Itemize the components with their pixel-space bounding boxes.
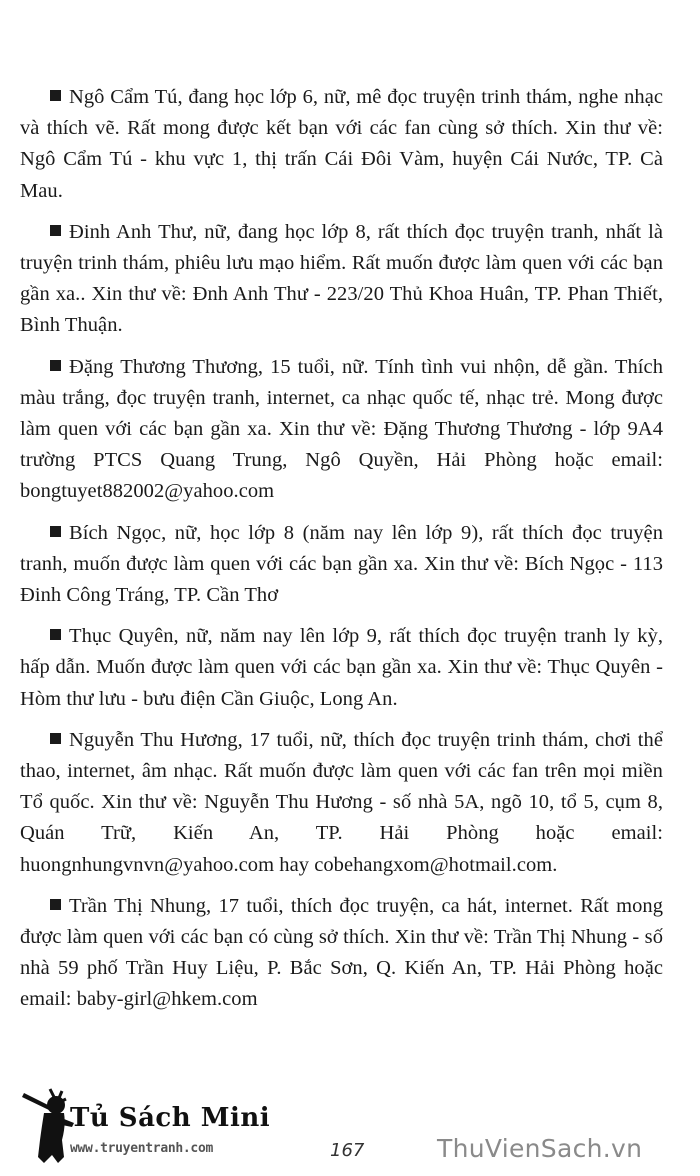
pen-pal-entry [20,725,663,881]
entry-text: Bích Ngọc, nữ, học lớp 8 (năm nay lên lớp 9), rất thích đọc truyện tranh, muốn được làm quen với các bạn gần xa. Xin thư về: Bích Ngọc - 113 Đinh Công Tráng, TP. Cần Thơ [20,521,663,607]
entry-text: Nguyễn Thu Hương, 17 tuổi, nữ, thích đọc truyện trinh thám, chơi thể thao, internet, âm nhạc. Rất muốn được làm quen với các fan trên mọi miền Tổ quốc. Xin thư về: Nguyễn Thu Hương - số nhà 5A, ngõ 10, tổ 5, cụm 8, Quán Trữ, Kiến An, TP. Hải Phòng hoặc email: huongnhungvnvn@yahoo.com hay cobehangxom@hotmail.com. [20,728,663,876]
square-bullet-icon [50,526,61,537]
entry-text: Ngô Cẩm Tú, đang học lớp 6, nữ, mê đọc truyện trinh thám, nghe nhạc và thích vẽ. Rất mong được kết bạn với các fan cùng sở thích. Xin thư về: Ngô Cẩm Tú - khu vực 1, thị trấn Cái Đôi Vàm, huyện Cái Nước, TP. Cà Mau. [20,86,663,202]
pen-pal-entry [20,217,663,342]
pen-pal-entry [20,82,663,207]
square-bullet-icon [50,225,61,236]
tu-sach-mini-logo [22,1085,271,1165]
square-bullet-icon [50,360,61,371]
entry-text: Thục Quyên, nữ, năm nay lên lớp 9, rất thích đọc truyện tranh ly kỳ, hấp dẫn. Muốn được làm quen với các bạn gần xa. Xin thư về: Thục Quyên - Hòm thư lưu - bưu điện Cần Giuộc, Long An. [20,625,663,710]
entry-text: Đặng Thương Thương, 15 tuổi, nữ. Tính tình vui nhộn, dễ gần. Thích màu trắng, đọc truyện tranh, internet, ca nhạc quốc tế, nhạc trẻ. Mong được làm quen với các bạn gần xa. Xin thư về: Đặng Thương Thương - lớp 9A4 trường PTCS Quang Trung, Ngô Quyền, Hải Phòng hoặc email: bongtuyet882002@yahoo.com [20,355,663,503]
entry-text: Trần Thị Nhung, 17 tuổi, thích đọc truyện, ca hát, internet. Rất mong được làm quen với các bạn có cùng sở thích. Xin thư về: Trần Thị Nhung - số nhà 59 phố Trần Huy Liệu, P. Bắc Sơn, Q. Kiến An, TP. Hải Phòng hoặc email: baby-girl@hkem.com [20,894,663,1011]
logo-url: www.truyentranh.com [70,1141,214,1156]
pen-pal-entry [20,518,663,612]
logo-title: Tủ Sách Mini [70,1103,271,1133]
square-bullet-icon [50,899,61,910]
ninja-mascot-icon [22,1085,77,1165]
square-bullet-icon [50,629,61,640]
square-bullet-icon [50,90,61,101]
page-number: 167 [330,1140,365,1161]
entry-text: Đinh Anh Thư, nữ, đang học lớp 8, rất thích đọc truyện tranh, nhất là truyện trinh thám, phiêu lưu mạo hiểm. Rất muốn được làm quen với các bạn gần xa.. Xin thư về: Đnh Anh Thư - 223/20 Thủ Khoa Huân, TP. Phan Thiết, Bình Thuận. [20,220,663,337]
square-bullet-icon [50,733,61,744]
watermark: ThuVienSach.vn [437,1134,643,1163]
page-body [20,82,663,1026]
pen-pal-entry [20,621,663,715]
pen-pal-entry [20,891,663,1016]
pen-pal-entry [20,352,663,508]
